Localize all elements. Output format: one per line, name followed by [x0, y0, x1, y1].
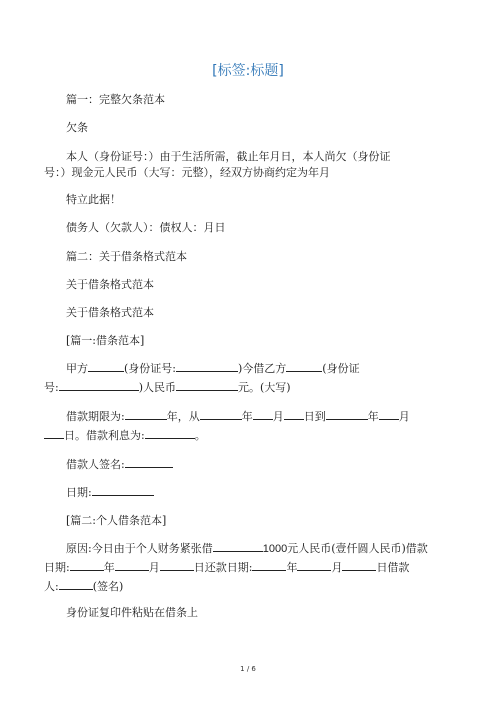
subtitle-iou: 欠条 — [66, 121, 88, 134]
blank-field — [326, 408, 368, 420]
blank-field — [160, 559, 194, 571]
paragraph-line: 特立此据！ — [66, 193, 121, 206]
blank-field — [125, 456, 173, 468]
section-heading-2: 篇二：关于借条格式范本 — [66, 250, 187, 263]
blank-field — [88, 360, 124, 372]
document-title: [标签:标题] — [212, 63, 284, 79]
blank-field — [125, 408, 167, 420]
form-line: 借款人签名: — [66, 455, 173, 474]
paragraph-line: 关于借条格式范本 — [66, 306, 154, 319]
blank-field — [253, 408, 273, 420]
paragraph-line: 关于借条格式范本 — [66, 278, 154, 291]
blank-field — [92, 484, 154, 496]
form-line: 号: )人民币 元。(大写) — [44, 381, 291, 394]
paragraph-line: 身份证复印件粘贴在借条上 — [66, 606, 198, 619]
blank-field — [213, 540, 263, 552]
blank-field — [44, 427, 64, 439]
paragraph-line: 债务人（欠款人）：债权人：月日 — [66, 221, 226, 234]
blank-field — [342, 559, 376, 571]
blank-field — [252, 559, 286, 571]
blank-field — [176, 379, 238, 391]
blank-field — [200, 408, 242, 420]
paragraph-line: 本人（身份证号：）由于生活所需，截止年月日，本人尚欠（身份证 — [66, 150, 391, 163]
blank-field — [284, 408, 304, 420]
blank-field — [59, 578, 93, 590]
blank-field — [176, 360, 238, 372]
blank-field — [286, 360, 322, 372]
form-line: 甲方 (身份证号: )今借乙方 (身份证 — [66, 362, 360, 375]
form-line: 日期: 年 月 日还款日期: 年 月 日借款 — [44, 561, 410, 574]
form-line: 借款期限为: 年，从 年 月 日到 年 月 — [66, 410, 410, 423]
section-heading-1: 篇一：完整欠条范本 — [66, 93, 165, 106]
blank-field — [297, 559, 331, 571]
blank-field — [70, 559, 104, 571]
blank-field — [379, 408, 399, 420]
form-line: 日期: — [66, 483, 154, 502]
subsection-heading: [篇二:个人借条范本] — [66, 514, 167, 527]
form-line: 原因:今日由于个人财务紧张借 1000元人民币(壹仟圆人民币)借款 — [66, 542, 428, 555]
subsection-heading: [篇一:借条范本] — [66, 334, 145, 347]
page-number: 1 / 6 — [240, 665, 256, 673]
blank-field — [145, 427, 195, 439]
paragraph-line: 号：）现金元人民币（大写：元整），经双方协商约定为年月 — [44, 166, 330, 179]
form-line: 人: (签名) — [44, 580, 124, 593]
blank-field — [59, 379, 139, 391]
form-line: 日。借款利息为: 。 — [44, 426, 206, 445]
blank-field — [115, 559, 149, 571]
